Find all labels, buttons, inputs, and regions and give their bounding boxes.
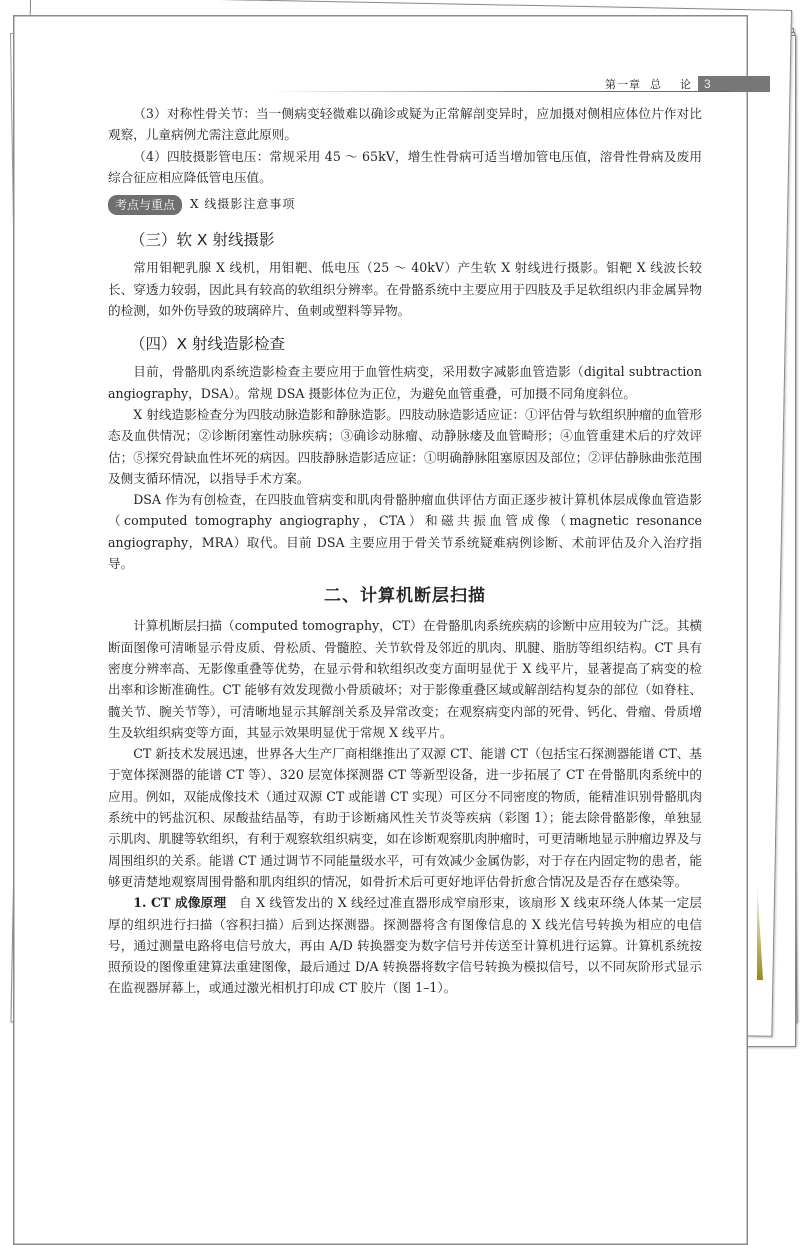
paragraph-dsa-invasive: DSA 作为有创检查，在四肢血管病变和肌肉骨骼肿瘤血供评估方面正逐步被计算机体层成像血管造影（computed tomography angiography，CTA）和磁共振血管成像（magnetic resonance angiography，MRA）取代。目前 DSA 主要应用于骨关节系统疑难病例诊断、术前评估及介入治疗指导。 — [108, 492, 702, 572]
key-point — [108, 194, 702, 215]
ct-principle-label: 1. CT 成像原理 — [133, 895, 227, 911]
heading-angiography: （四）X 射线造影检查 — [130, 335, 286, 354]
key-point-badge: 考点与重点 — [108, 195, 182, 215]
page-content — [108, 103, 702, 999]
chapter-title: 第一章 总 论 — [605, 78, 692, 91]
heading-soft-xray: （三）软 X 射线摄影 — [130, 231, 275, 250]
paragraph-ct-new-tech: CT 新技术发展迅速，世界各大生产厂商相继推出了双源 CT、能谱 CT（包括宝石探测器能谱 CT、基于宽体探测器的能谱 CT 等）、320 层宽体探测器 CT 等新型设备，进一步拓展了 CT 在骨骼肌肉系统中的应用。例如，双能成像技术（通过双源 CT 或能谱 CT 实现）可区分不同密度的物质，能精准识别骨骼肌肉系统中的钙盐沉积、尿酸盐结晶等，有助于诊断痛风性关节炎等疾病（彩图 1）；能去除骨骼影像，单独显示肌肉、肌腱等软组织，有利于观察软组织病变，如在诊断观察肌肉肿瘤时，可更清晰地显示肿瘤边界及与周围组织的关系。能谱 CT 通过调节不同能量级水平，可有效减少金属伪影，对于存在内固定物的患者，能够更清楚地观察周围骨骼和肌肉组织的情况，如骨折术后可更好地评估骨折愈合情况及是否存在感染等。 — [108, 746, 703, 889]
header-rule — [268, 91, 730, 92]
paragraph-symmetric-joints: （3）对称性骨关节：当一侧病变轻微难以确诊或疑为正常解剖变异时，应加摄对侧相应体位片作对比观察，儿童病例尤需注意此原则。 — [108, 106, 702, 143]
ct-principle-text: 自 X 线管发出的 X 线经过准直器形成窄扇形束，该扇形 X 线束环绕人体某一定层厚的组织进行扫描（容积扫描）后到达探测器。探测器将含有图像信息的 X 线光信号转换为相应的电信号，通过测量电路将电信号放大，再由 A/D 转换器变为数字信号并传送至计算机进行运算。计算机系统按照预设的图像重建算法重建图像，最后通过 D/A 转换器将数字信号转换为模拟信号，以不同灰阶形式显示在监视器屏幕上，或通过激光相机打印成 CT 胶片（图 1–1）。 — [108, 895, 703, 996]
paragraph-ct-intro: 计算机断层扫描（computed tomography，CT）在骨骼肌肉系统疾病的诊断中应用较为广泛。其横断面图像可清晰显示骨皮质、骨松质、骨髓腔、关节软骨及邻近的肌肉、肌腱、脂肪等组织结构。CT 具有密度分辨率高、无影像重叠等优势，在显示骨和软组织改变方面明显优于 X 线平片，显著提高了病变的检出率和诊断准确性。CT 能够有效发现微小骨质破坏；对于影像重叠区域或解剖结构复杂的部位（如脊柱、髋关节、腕关节等），可清晰地显示其解剖关系及异常改变；在观察病变内部的死骨、钙化、骨瘤、骨质增生及软组织病变等方面，其显示效果明显优于常规 X 线平片。 — [108, 618, 702, 740]
key-point-text: X 线摄影注意事项 — [190, 197, 296, 212]
paragraph-ct-principle — [108, 892, 702, 998]
paragraph-soft-xray: 常用钼靶乳腺 X 线机，用钼靶、低电压（25 ～ 40kV）产生软 X 射线进行摄影。钼靶 X 线波长较长、穿透力较弱，因此具有较高的软组织分辨率。在骨骼系统中主要应用于四肢及手足软组织内非金属异物的检测，如外伤导致的玻璃碎片、鱼刺或塑料等异物。 — [108, 260, 702, 319]
heading-ct: 二、计算机断层扫描 — [324, 586, 486, 607]
running-header — [605, 76, 770, 92]
paragraph-dsa-intro: 目前，骨骼肌肉系统造影检查主要应用于血管性病变，采用数字减影血管造影（digital subtraction angiography，DSA）。常规 DSA 摄影体位为正位，为避免血管重叠，可加摄不同角度斜位。 — [108, 364, 702, 401]
paragraph-tube-voltage: （4）四肢摄影管电压：常规采用 45 ～ 65kV，增生性骨病可适当增加管电压值，溶骨性骨病及废用综合征应相应降低管电压值。 — [108, 148, 702, 185]
paragraph-angiography-types: X 射线造影检查分为四肢动脉造影和静脉造影。四肢动脉造影适应证：①评估骨与软组织肿瘤的血管形态及血供情况；②诊断闭塞性动脉疾病；③确诊动脉瘤、动静脉瘘及血管畸形；④血管重建术后的疗效评估；⑤探究骨缺血性坏死的病因。四肢静脉造影适应证：①明确静脉阻塞原因及部位；②评估静脉曲张范围及侧支循环情况，以指导手术方案。 — [108, 406, 702, 486]
page-number: 3 — [698, 76, 770, 92]
